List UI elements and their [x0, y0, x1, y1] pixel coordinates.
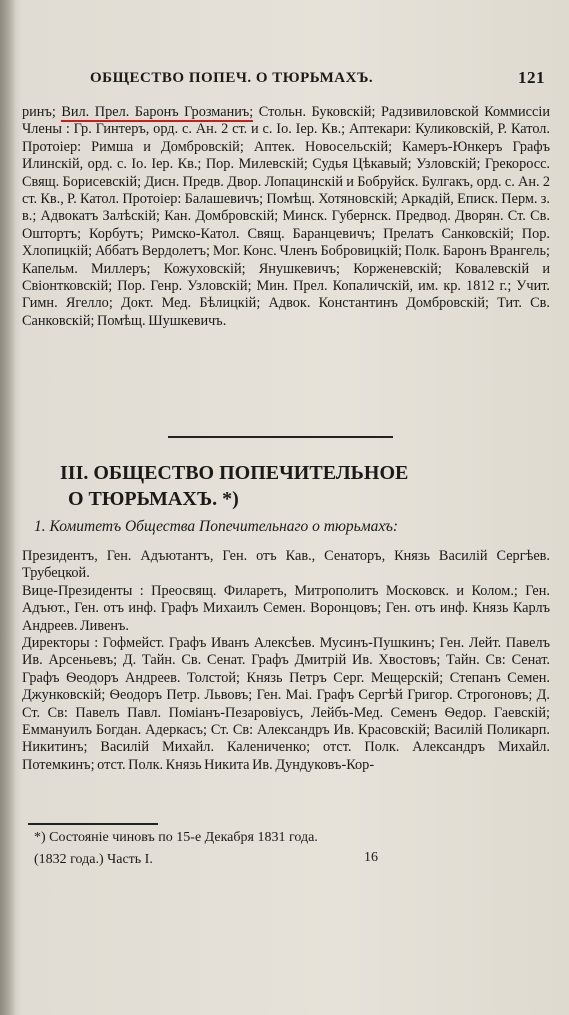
running-header	[90, 70, 551, 87]
directors-entry: Директоры : Гофмейст. Графъ Иванъ Алексѣев. Мусинъ-Пушкинъ; Ген. Лейт. Павелъ Ив. Арсеньевъ; Д. Тайн. Св. Сенат. Графъ Дмитрій Ив. Хвостовъ; Тайн. Св: Сенат. Графъ Ѳеодоръ Андреев. Толстой; Князь Петръ Серг. Мещерскій; Степанъ Семен. Джунковскій; Ѳеодоръ Петр. Львовъ; Ген. Маі. Графъ Сергѣй Григор. Строгоновъ; Д. Ст. Св: Павелъ Павл. Поміанъ-Пезаровіусъ, Лейбъ-Мед. Семенъ Ѳедор. Гаевскій; Еммануилъ Богдан. Адеркасъ; Ст. Св: Александръ Ив. Красовскій; Василій Поликарп. Никитинъ; Василій Михайл. Калениченко; отст. Полк. Александръ Михайл. Потемкинъ; отст. Полк. Князь Никита Ив. Дундуковъ-Кор-	[22, 635, 550, 773]
printer-signature	[34, 852, 554, 868]
president-entry: Президентъ, Ген. Адъютантъ, Ген. отъ Кав., Сенаторъ, Князь Василій Сергѣев. Трубецкой.	[22, 548, 550, 582]
section-title-line2: О ТЮРЬМАХЪ. *)	[68, 488, 239, 510]
footnote: *) Состояніе чиновъ по 15-е Декабря 1831 года.	[34, 830, 318, 845]
page-gutter-shadow	[0, 0, 16, 1015]
members-paragraph	[22, 104, 550, 330]
committee-paragraphs	[22, 548, 550, 774]
section-divider	[168, 436, 393, 438]
vice-presidents-entry: Вице-Президенты : Преосвящ. Филаретъ, Митрополитъ Московск. и Колом.; Ген. Адъют., Ген. отъ инф. Графъ Михаилъ Семен. Воронцовъ; Ген. отъ инф. Князь Карлъ Андреев. Ливенъ.	[22, 582, 550, 634]
section-title-line1: III. ОБЩЕСТВО ПОПЕЧИТЕЛЬНОЕ	[60, 462, 409, 484]
signature-text: (1832 года.) Часть I.	[34, 852, 153, 867]
subsection-heading: 1. Комитетъ Общества Попечительнаго о тюрьмахъ:	[34, 518, 399, 535]
footnote-separator	[28, 823, 158, 825]
sheet-number: 16	[364, 850, 378, 865]
highlighted-name: Вил. Прел. Баронъ Грозманиъ;	[61, 104, 254, 120]
header-title: ОБЩЕСТВО ПОПЕЧ. О ТЮРЬМАХЪ.	[90, 70, 374, 86]
section-title	[60, 460, 510, 512]
paragraph-rest: Стольн. Буковскій; Радзивиловской Коммиссіи Члены : Гр. Гинтеръ, орд. с. Ан. 2 ст. и с. Іо. Іер. Кв.; Аптекари: Куликовскій, Р. Катол. Протоіер: Римша и Домбровскій; Аптек. Новосельскій; Камеръ-Юнкеръ Графъ Илинскій, орд. с. Іо. Іер. Кв.; Пор. Милевскій; Судья Цѣкавый; Узловскій; Грекоросс. Свящ. Борисевскій; Дисн. Предв. Двор. Лопацинскій и Бобруйск. Булгакъ, орд. с. Ан. 2 ст. Кв., Р. Катол. Протоіер: Балашевичъ; Помѣщ. Хотяновскій; Аркадій, Еписк. Перм. з. в.; Адвокатъ Залѣскій; Кан. Домбровскій; Минск. Губернск. Предвод. Дворян. Ст. Св. Оштортъ; Корбутъ; Римско-Катол. Свящ. Баранцевичъ; Прелатъ Санковскій; Пор. Хлопицкій; Аббатъ Вердолетъ; Мог. Конс. Членъ Бобровицкій; Полк. Баронъ Врангель; Капельм. Миллеръ; Кожуховскій; Янушкевичъ; Корженевскій; Ковалевскій и Свіонтковскій; Пор. Генр. Узловскій; Мин. Прел. Копаличскій, им. кр. 1812 г.; Учит. Гимн. Ягелло; Докт. Мед. Бѣлицкій; Адвок. Константинъ Домбровскій; Тит. Св. Санковскій; Помѣщ. Шушкевичъ.	[22, 104, 550, 329]
page-number: 121	[518, 68, 545, 87]
paragraph-prefix: ринъ;	[22, 104, 56, 120]
